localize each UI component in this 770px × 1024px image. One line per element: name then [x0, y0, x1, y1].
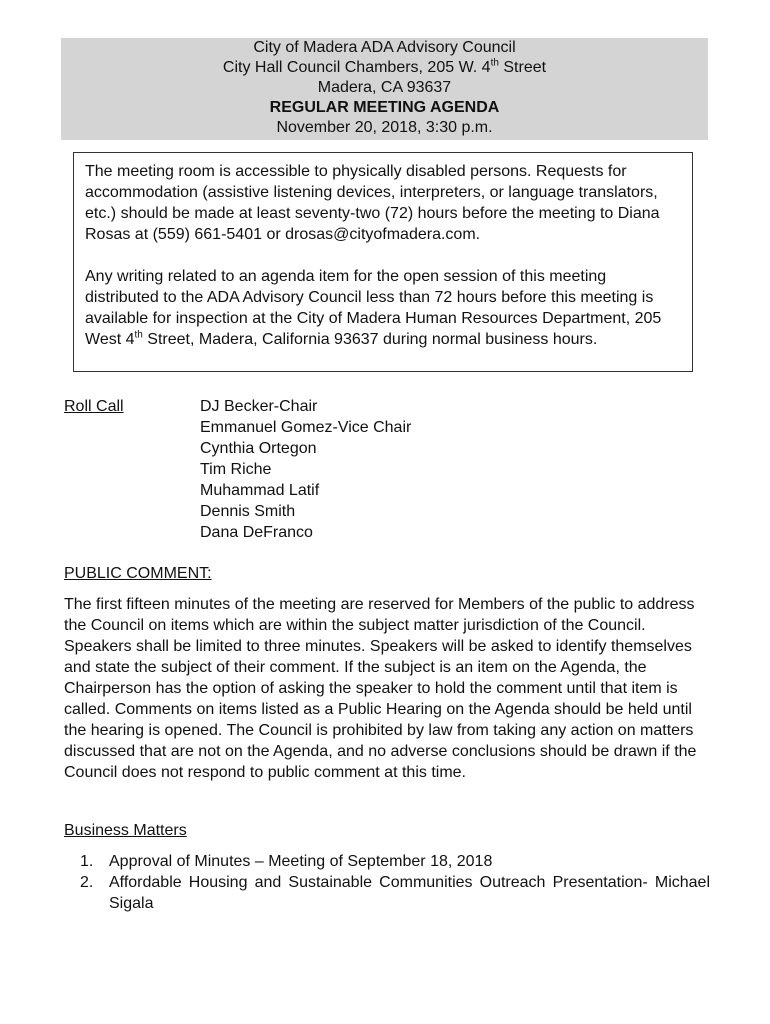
item-number: 1. [80, 853, 94, 870]
address-ordinal: th [490, 57, 499, 69]
agenda-header [61, 38, 708, 140]
notice-ordinal: th [134, 329, 143, 341]
public-comment-heading: PUBLIC COMMENT: [64, 565, 212, 582]
meeting-date: November 20, 2018, 3:30 p.m. [276, 119, 493, 136]
member-name: Dennis Smith [200, 503, 296, 520]
public-comment-text: The first fifteen minutes of the meeting are reserved for Members of the public to address the Council on items which are within the subject matter jurisdiction of the Council. Speakers shall be limited to three minutes. Speakers will be asked to identify themselves and state the subject of their comment. If the subject is an item on the Agenda, the Chairperson has the option of asking the speaker to hold the comment until that item is called. Comments on items listed as a Public Hearing on the Agenda should be held until the hearing is opened. The Council is prohibited by law from taking any action on matters discussed that are not on the Agenda, and no adverse conclusions should be drawn if the Council does not respond to public comment at this time. [64, 596, 697, 781]
member-name: Dana DeFranco [200, 524, 313, 541]
member-name: Cynthia Ortegon [200, 440, 317, 457]
meeting-city: Madera, CA 93637 [317, 79, 452, 96]
member-name: Tim Riche [200, 461, 272, 478]
business-matters-list [64, 851, 710, 914]
item-text: Approval of Minutes – Meeting of September 18, 2018 [109, 853, 493, 870]
list-item [64, 851, 710, 872]
item-number: 2. [80, 874, 94, 891]
council-name: City of Madera ADA Advisory Council [253, 39, 516, 56]
roll-call-members [200, 396, 411, 543]
accessibility-notice-box [73, 152, 693, 372]
notice-text-prefix: Any writing related to an agenda item for the open session of this meeting distributed to the ADA Advisory Council less than 72 hours before this meeting is available for inspection at the City of Madera Human Resources Department, 205 West 4 [85, 268, 662, 348]
address-suffix: Street [498, 59, 547, 76]
meeting-address [61, 58, 708, 78]
item-text: Affordable Housing and Sustainable Communities Outreach Presentation- Michael Sigala [109, 874, 710, 912]
agenda-title: REGULAR MEETING AGENDA [269, 99, 500, 116]
member-name: DJ Becker-Chair [200, 398, 318, 415]
list-item [64, 872, 710, 914]
accessibility-notice: The meeting room is accessible to physically disabled persons. Requests for accommodation (assistive listening devices, interpreters, or language translators, etc.) should be made at least seventy-two (72) hours before the meeting to Diana Rosas at (559) 661-5401 or drosas@cityofmadera.com. [85, 163, 660, 243]
address-prefix: City Hall Council Chambers, 205 W. 4 [222, 59, 491, 76]
member-name: Muhammad Latif [200, 482, 320, 499]
notice-text-suffix: Street, Madera, California 93637 during normal business hours. [142, 331, 598, 348]
business-matters-heading: Business Matters [64, 822, 187, 839]
roll-call-label: Roll Call [64, 398, 124, 415]
member-name: Emmanuel Gomez-Vice Chair [200, 419, 412, 436]
document-availability-notice [85, 266, 682, 350]
